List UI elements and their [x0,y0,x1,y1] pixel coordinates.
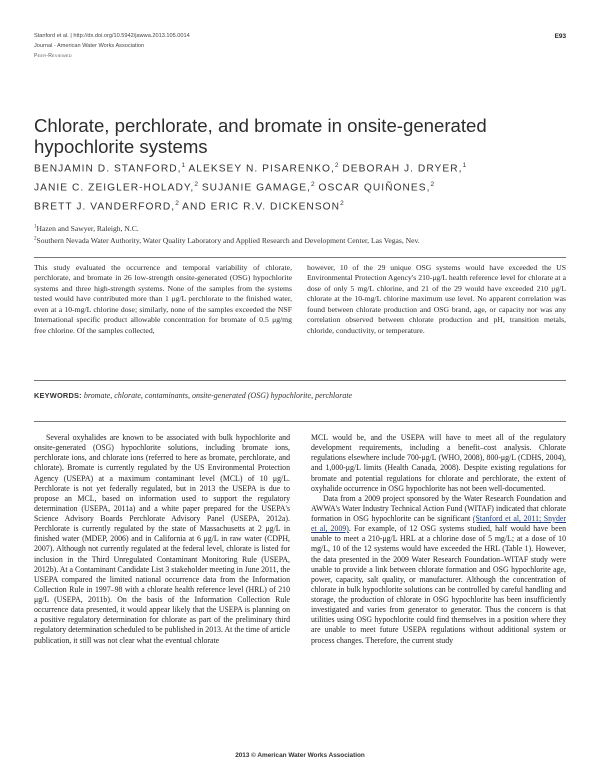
keywords [34,391,566,400]
body-left-column [34,433,290,646]
author-line-2: JANIE C. ZEIGLER-HOLADY,$^2$ SUJANIE GAMAGE,$^2$ OSCAR QUIÑONES,$^2$ [34,181,435,194]
body-right-column [311,433,566,646]
author-line-3: BRETT J. VANDERFORD,$^2$ AND ERIC R.V. DICKENSON$^2$ [34,200,344,213]
author-line-1: BENJAMIN D. STANFORD,$^1$ ALEKSEY N. PISARENKO,$^2$ DEBORAH J. DRYER,$^1$ [34,162,467,175]
abstract-right-column: however, 10 of the 29 unique OSG systems would have exceeded the US Environmental Protection Agency's 210-μg/L health reference level for chlorate at a dose of only 5 mg/L chlorine, and 21 of the 29 would have exceeded 210 μg/L chlorate at the 10-mg/L chlorine maximum use level. No apparent correlation was found between chlorate production and OSG brand, age, or capacity nor was any correlation observed between chlorate production and pH, transition metals, chloride, conductivity, or temperature. [307,263,566,335]
keywords-list: bromate, chlorate, contaminants, onsite-generated (OSG) hypochlorite, perchlorate [83,391,353,400]
journal-name: Journal - American Water Works Association [34,43,145,49]
body-paragraph: MCL would be, and the USEPA will have to meet all of the regulatory development requirements, including a benefit–cost analysis. Chlorate regulations elsewhere include 700-μg/L (WHO, 2008), 800-μg/L (CDHS, 2004), and 1,000-μg/L limits (Health Canada, 2008). Despite existing regulations for bromate and potential regulations for chlorate and perchlorate, the extent of oxyhalide occurrence in OSG hypochlorite has not been well-documented. [311,433,566,493]
page-number: E93 [554,33,566,40]
divider [34,421,566,422]
abstract-left-column: This study evaluated the occurrence and temporal variability of chlorate, perchlorate, and bromate in 26 low-strength onsite-generated (OSG) hypochlorite systems and three high-strength systems. None of the samples from the systems tested would have contributed more than 1 μg/L perchlorate to the finished water, even at a 10-mg/L chlorine dose; similarly, none of the samples exceeded the NSF International specific product allowable concentration for bromate of 0.5 μg/mg free chlorine. Of the samples collected, [34,263,292,335]
article-title: Chlorate, perchlorate, and bromate in onsite-generated hypochlorite systems [34,115,487,157]
keywords-label: KEYWORDS: [34,391,82,400]
divider [34,380,566,381]
body-paragraph: Data from a 2009 project sponsored by the Water Research Foundation and AWWA's Water Industry Technical Action Fund (WITAF) indicated that chlorate formation in OSG hypochlorite can be significant (Stanford et al, 2011; Snyder et al, 2009). For example, of 12 OSG systems studied, half would have been unable to meet a 210-μg/L HRL at a chlorine dose of 5 mg/L; at a dose of 10 mg/L, 10 of the 12 systems would have exceeded the HRL (Table 1). However, the data presented in the 2009 Water Research Foundation–WITAF study were unable to provide a link between chlorate formation and OSG hypochlorite age, power, capacity, salt quality, or manufacturer. Although the concentration of chlorate in bulk hypochlorite solutions can be controlled by careful handling and storage, the production of chlorate in OSG hypochlorite has been insufficiently investigated and varies from generator to generator. Thus the concern is that utilities using OSG hypochlorite could find themselves in a position where they are unable to meet future USEPA regulations without additional system or process changes. Therefore, the current study [311,493,566,645]
copyright-footer: 2013 © American Water Works Association [235,752,365,759]
peer-reviewed-label: Peer-Reviewed [34,53,72,59]
affiliation-1: $^1$Hazen and Sawyer, Raleigh, N.C. [34,224,139,233]
divider [34,257,566,258]
body-paragraph: Several oxyhalides are known to be associated with bulk hypochlorite and onsite-generated (OSG) hypochlorite solutions, including bromate ions, perchlorate ions, and chlorate ions (referred to here as bromate, perchlorate, and chlorate). Bromate is currently regulated by the US Environmental Protection Agency (USEPA) at a maximum contaminant level (MCL) of 10 μg/L. Perchlorate is not yet federally regulated, but in 2013 the USEPA is due to propose an MCL, based on information used to support the regulatory determination (USEPA, 2011a) and a white paper prepared for the USEPA's Science Advisory Boards Perchlorate Advisory Panel (USEPA, 2012a). Perchlorate is currently regulated by the state of Massachusetts at 2 μg/L in finished water (MDEP, 2006) and in California at 6 μg/L in raw water (CDPH, 2007). Although not currently regulated at the federal level, chlorate is listed for inclusion in the Third Unregulated Contaminant Monitoring Rule (USEPA, 2012b). At a Contaminant Candidate List 3 stakeholder meeting in June 2011, the USEPA compared the limited national occurrence data from the Information Collection Rule in 1997–98 with a chlorate health reference level (HRL) of 210 μg/L (USEPA, 2011b). On the basis of the Information Collection Rule occurrence data presented, it would appear likely that the USEPA is planning on a positive regulatory determination for chlorate as part of the preliminary third regulatory determination scheduled to be published in 2013. At the time of article publication, it still was not clear what the eventual chlorate [34,433,290,645]
citation-link[interactable]: (Stanford et al, 2011; Snyder et al, 2009) [311,514,566,534]
affiliation-2: $^2$Southern Nevada Water Authority, Water Quality Laboratory and Applied Research and Development Center, Las Vegas, Nev. [34,236,420,245]
citation-doi: Stanford et al. | http://dx.doi.org/10.5942/jawwa.2013.105.0014 [34,33,190,39]
